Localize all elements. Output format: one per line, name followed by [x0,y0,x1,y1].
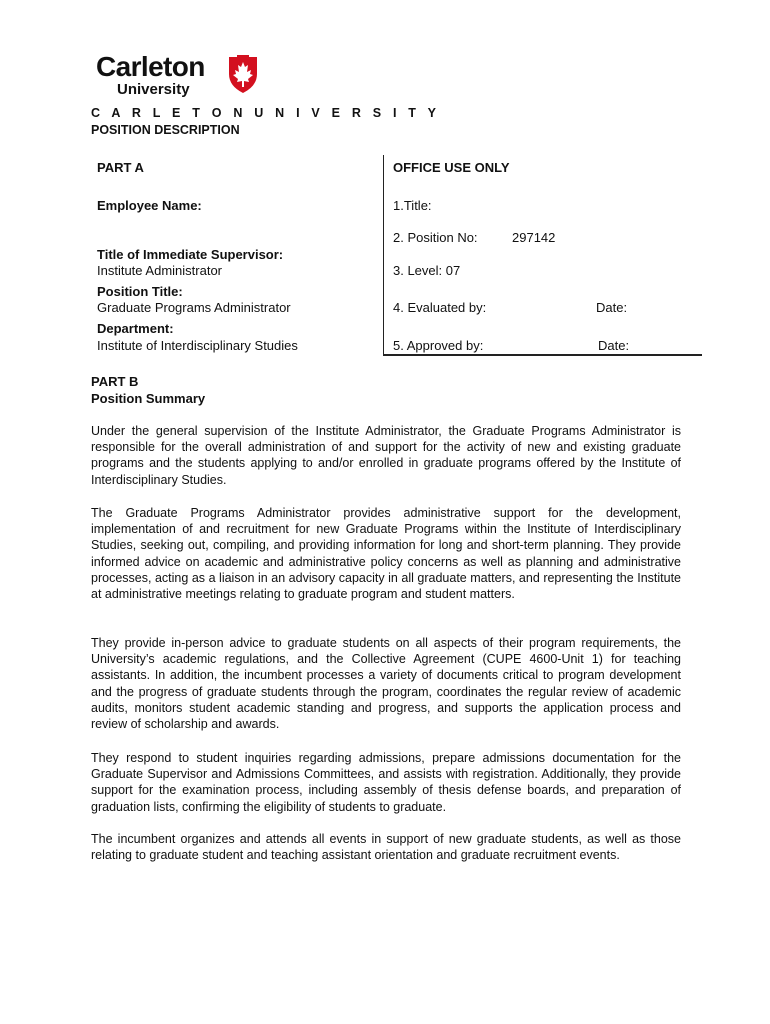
summary-paragraph: The incumbent organizes and attends all events in support of new graduate students, as well as those relating to graduate student and teaching assistant orientation and graduate recruitment events. [91,832,681,863]
part-b-heading: PART B [91,374,139,389]
summary-paragraph: Under the general supervision of the Institute Administrator, the Graduate Programs Administrator is responsible for the overall administration of and support for the activity of new and existing graduate programs and the students applying to and/or enrolled in graduate programs offered by the Institute of Interdisciplinary Studies. [91,424,681,487]
evaluated-date-field: Date: [596,300,628,315]
employee-name-label: Employee Name: [97,198,202,213]
office-use-divider [383,155,384,354]
position-title-label: Position Title: [97,284,183,299]
department-label: Department: [97,321,174,336]
office-use-bottom-rule [383,354,702,356]
part-a-heading: PART A [97,160,144,175]
office-title-label: 1.Title: [393,198,432,213]
position-no-value: 297142 [512,230,556,245]
carleton-logo [96,52,266,102]
position-title-value: Graduate Programs Administrator [97,300,291,315]
supervisor-label: Title of Immediate Supervisor: [97,247,284,262]
approved-date-field: Date: [598,338,630,353]
logo-subword: University [117,81,190,98]
approved-by-field: 5. Approved by: [393,338,484,353]
maple-leaf-shield-icon [226,54,260,94]
logo-wordmark: Carleton [96,51,205,82]
position-summary-heading: Position Summary [91,391,206,406]
summary-paragraph: They respond to student inquiries regarding admissions, prepare admissions documentation for the Graduate Supervisor and Admissions Committees, and assists with registration. Additionally, they provide support for the examination process, including assembly of thesis defense boards, and preparation of graduation lists, confirming the eligibility of students to graduate. [91,751,681,814]
supervisor-value: Institute Administrator [97,263,222,278]
department-value: Institute of Interdisciplinary Studies [97,338,298,353]
evaluated-by-field: 4. Evaluated by: [393,300,487,315]
summary-paragraph: The Graduate Programs Administrator provides administrative support for the development, implementation of and recruitment for new Graduate Programs within the Institute of Interdisciplinary Studies, seeking out, compiling, and providing information for long and short-term planning. They provide informed advice on academic and administrative policy concerns as well as planning and administrative processes, acting as a liaison in an advisory capacity in all graduate matters, and representing the Institute at administrative meetings relating to graduate program and student matters. [91,506,681,602]
office-use-heading: OFFICE USE ONLY [393,160,510,175]
position-no-label: 2. Position No: [393,230,478,245]
summary-paragraph: They provide in-person advice to graduate students on all aspects of their program requirements, the University’s academic regulations, and the Collective Agreement (CUPE 4600-Unit 1) for teaching assistants. In addition, the incumbent processes a variety of documents critical to program development and the progress of graduate students through the program, coordinates the regular review of academic audits, monitors student academic standing and progress, and supports the application process and review of scholarship and awards. [91,636,681,732]
university-heading: C A R L E T O N U N I V E R S I T Y [91,106,441,120]
level-field: 3. Level: 07 [393,263,461,278]
document-title: POSITION DESCRIPTION [91,123,240,137]
